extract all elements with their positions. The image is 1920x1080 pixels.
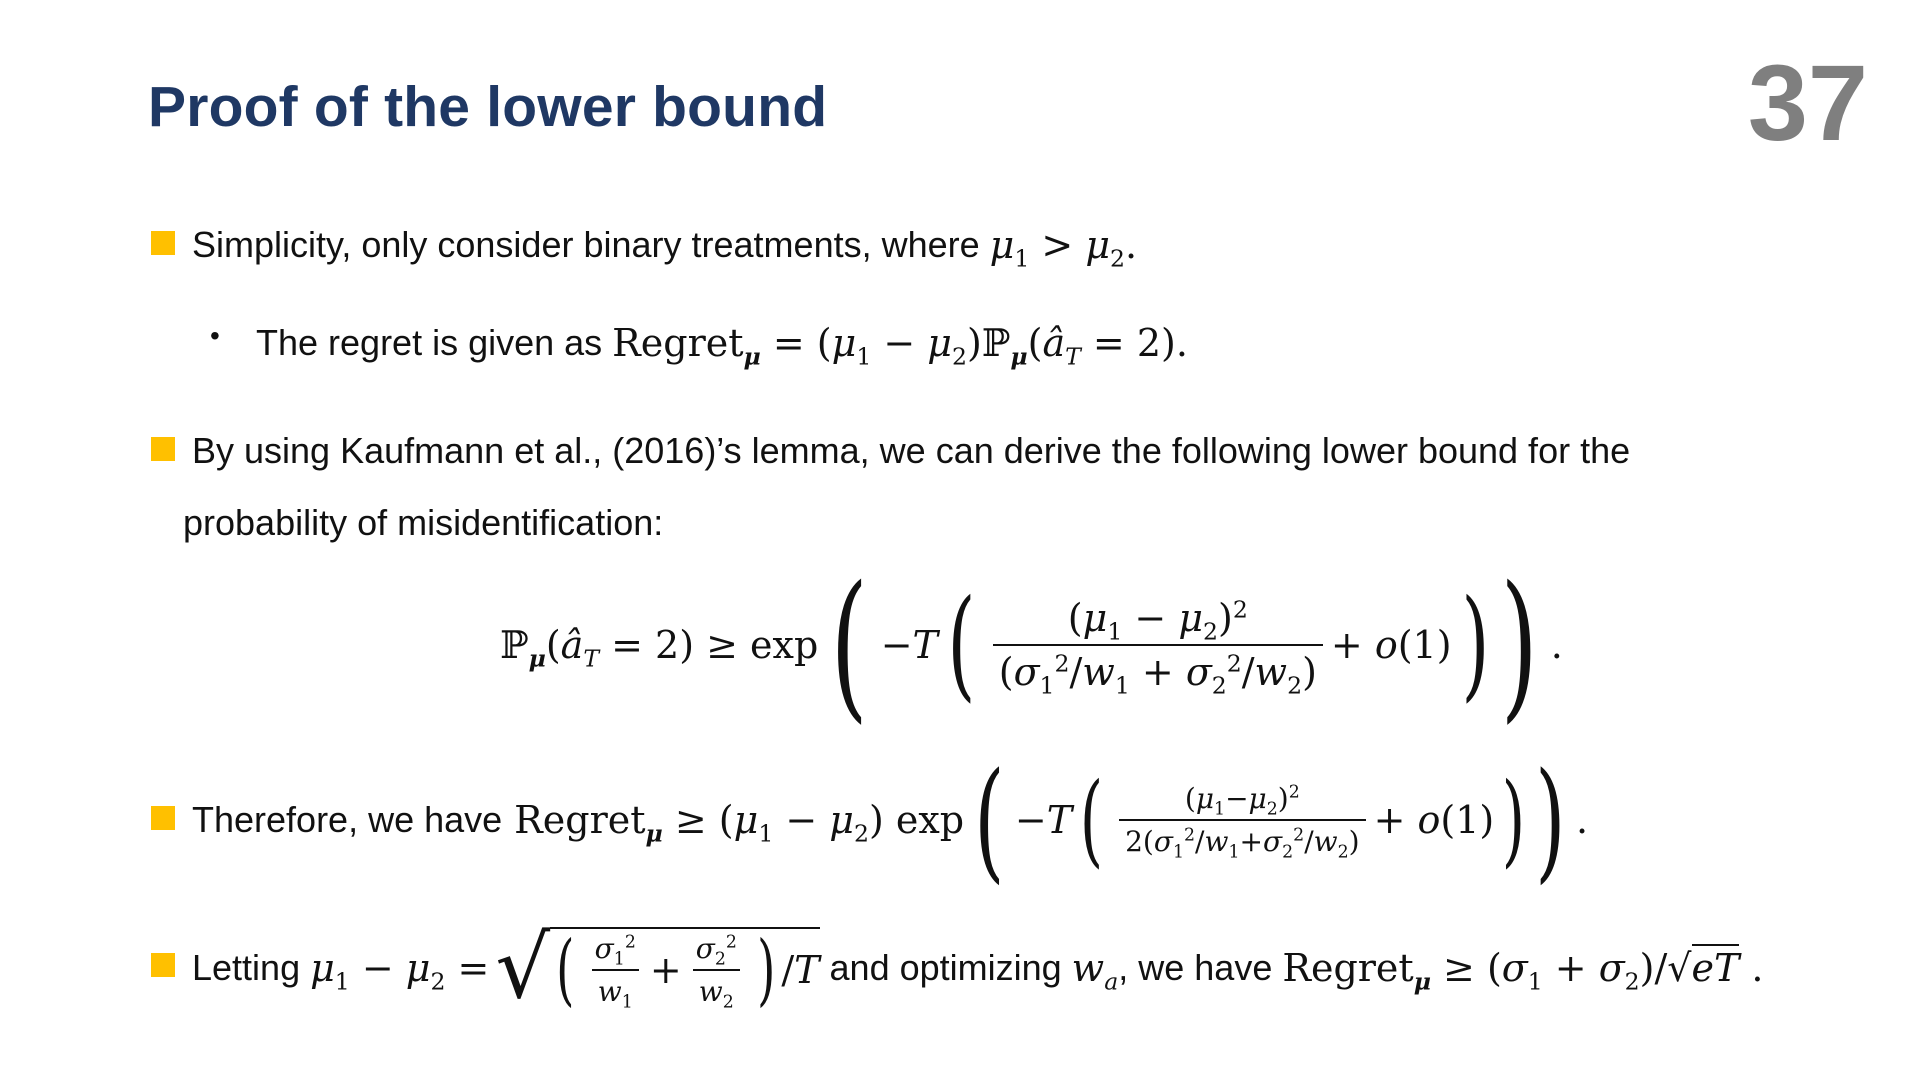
bullet-4-text-3: , we have <box>1118 946 1273 988</box>
bullet-3 <box>192 744 1589 896</box>
slide-title: Proof of the lower bound <box>148 75 828 139</box>
final-regret-math: Regret$_\mu$ ≥ $(\sigma_1 + \sigma_2)/√eT$ . <box>1282 945 1764 996</box>
bullet-square-3 <box>151 806 175 830</box>
sub-bullet-1 <box>256 318 1188 371</box>
bullet-2-line-2: probability of misidentification: <box>183 502 664 543</box>
bullet-square-1 <box>151 231 175 255</box>
bullet-4-text-1: Letting <box>192 946 301 988</box>
bullet-1 <box>192 220 1138 273</box>
regret-definition-math: Regret$_\mu$ = ($\mu_1$ − $\mu_2)ℙ_\mu(â_T = 2)$. <box>612 321 1188 371</box>
bullet-1-text: Simplicity, only consider binary treatments, where <box>192 224 980 265</box>
bullet-3-text: Therefore, we have <box>192 799 503 840</box>
lower-bound-equation: $ℙ_\mu(â_T = 2) \ge \exp$ ( −T ( $\frac{(\mu_1 - \mu_2)^2}{(\sigma_1^2/w_1 + \sigma_2^2/w_2)}$ + o(1) ) ) . <box>500 551 1563 738</box>
bullet-square-2 <box>151 437 175 461</box>
letting-math: $\mu_1 - \mu_2$ = √ ( $\frac{\sigma_1^2}{w_1}$ + $\frac{\sigma_2^2}{w_2}$ ) /T <box>310 917 820 1018</box>
regret-bound-math: Regret$_\mu$ ≥ $(\mu_1 - \mu_2)$ exp ( −T ( $\frac{(\mu_1-\mu_2)^2}{2(\sigma_1^2/w_1+\sigma_2^2/w_2)}$ + o(1) ) ) . <box>514 744 1589 896</box>
bullet-square-4 <box>151 953 175 977</box>
sub-bullet-dot: • <box>210 320 220 351</box>
sub-bullet-1-text: The regret is given as <box>256 322 603 363</box>
bullet-1-math: $\mu_1 > \mu_2$. <box>989 223 1138 273</box>
bullet-4 <box>192 915 1764 1020</box>
bullet-4-text-2: and optimizing <box>829 946 1062 988</box>
w-a-math: $w_a$ <box>1071 945 1119 996</box>
bullet-2-line-1: By using Kaufmann et al., (2016)’s lemma, we can derive the following lower bound for the <box>192 430 1631 471</box>
page-number: 37 <box>1747 42 1868 163</box>
